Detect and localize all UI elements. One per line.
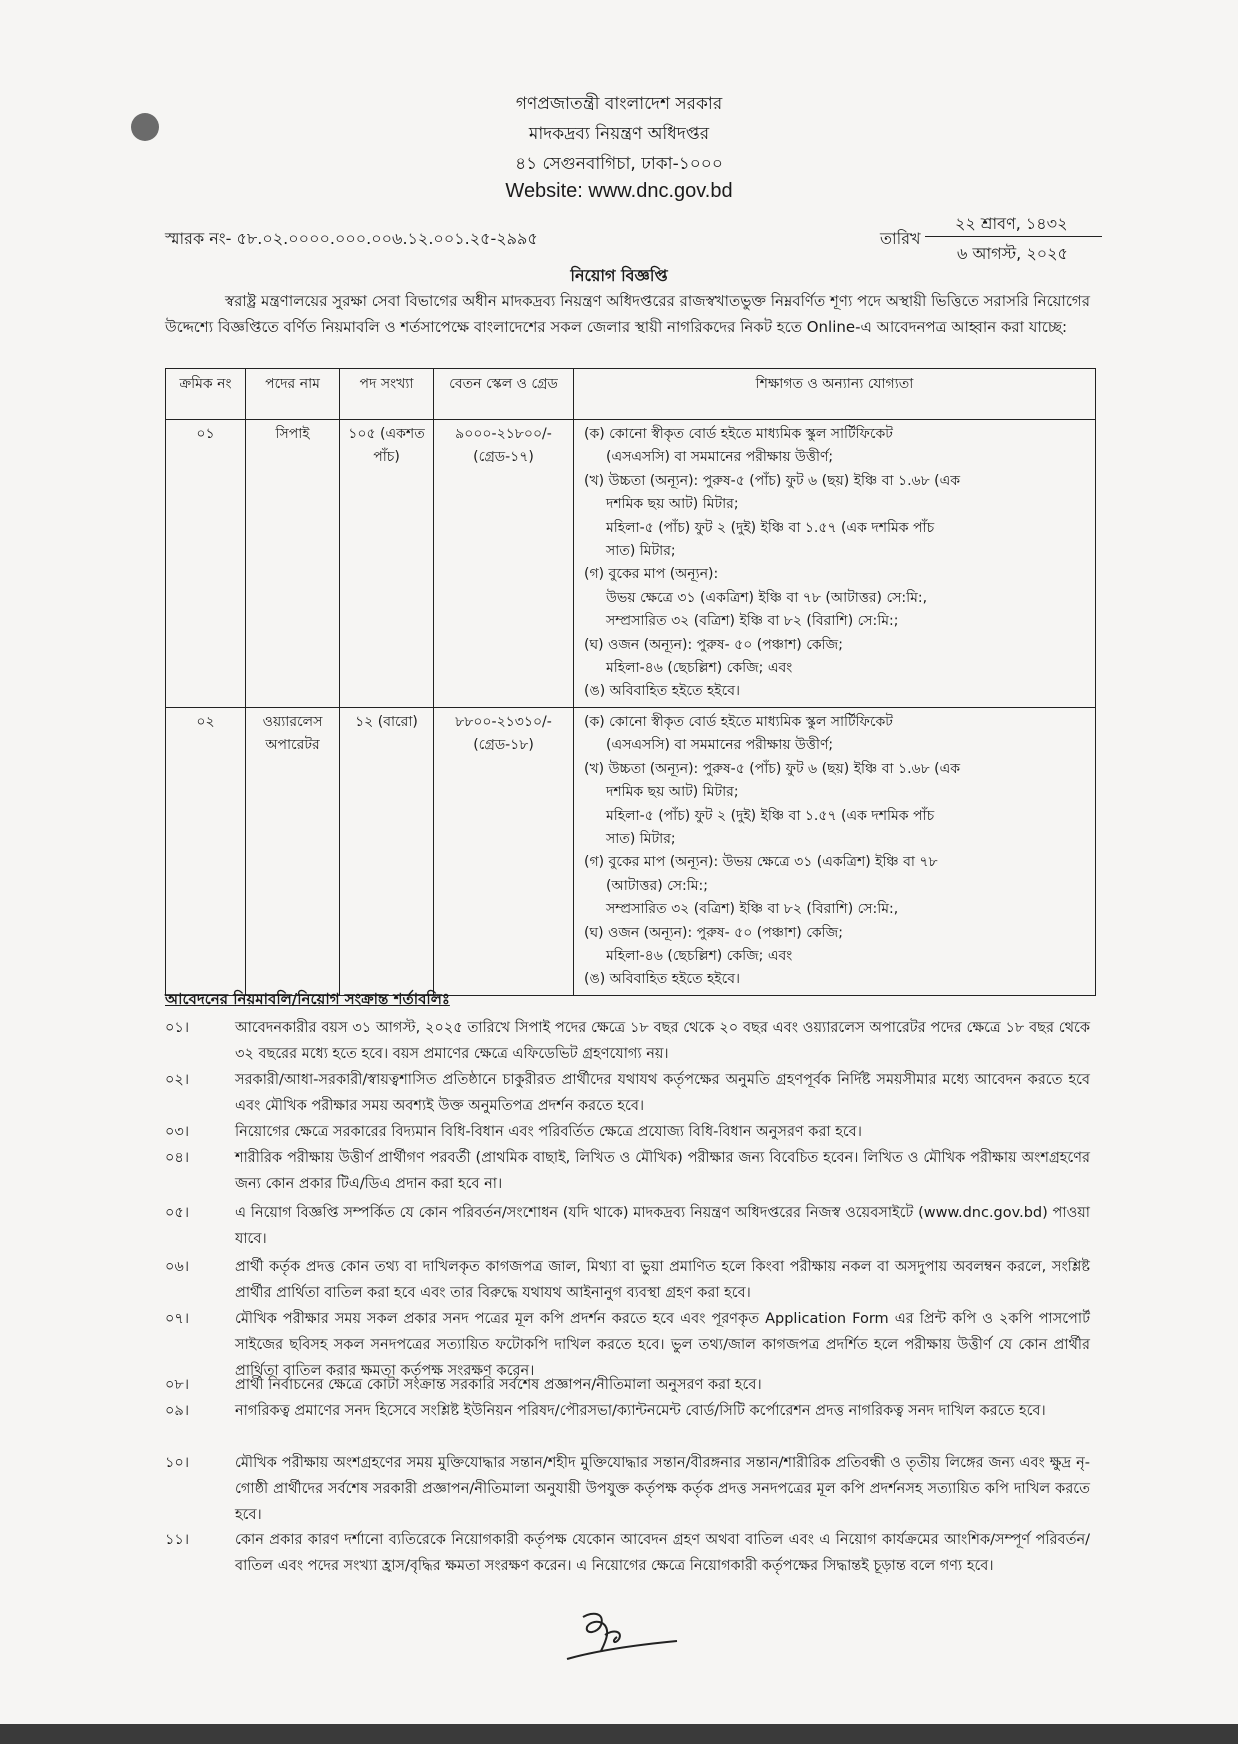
header-address: ৪১ সেগুনবাগিচা, ঢাকা-১০০০ xyxy=(515,154,723,174)
table-row xyxy=(166,707,1096,995)
qualification-line: মহিলা-৪৬ (ছেচল্লিশ) কেজি; এবং xyxy=(606,947,793,964)
qualification-line: (আটাত্তর) সে:মি:; xyxy=(606,877,708,894)
rule-text: প্রার্থী নির্বাচনের ক্ষেত্রে কোটা সংক্রান্ত সরকারি সর্বশেষ প্রজ্ঞাপন/নীতিমালা অনুসরণ করা হবে। xyxy=(235,1377,762,1393)
qualification-line: (খ) উচ্চতা (অন্যূন): পুরুষ-৫ (পাঁচ) ফুট ৬ (ছয়) ইঞ্চি বা ১.৬৮ (এক xyxy=(584,760,961,777)
rule-item xyxy=(165,1450,1090,1528)
rule-text: মৌখিক পরীক্ষার সময় সকল প্রকার সনদ পত্রের মূল কপি প্রদর্শন করতে হবে এবং পূরণকৃত Application Form এর প্রিন্ট কপি ও ২কপি পাসপোর্ট সাইজের ছবিসহ সকল সনদপত্রের সত্যায়িত ফটোকপি দাখিল করতে হবে। ভুল তথ্য/জাল কাগজপত্র প্রদর্শিত হলে পরীক্ষায় উত্তীর্ণ যে কোন প্রার্থীর প্রার্থিতা বাতিল করার ক্ষমতা কর্তৃপক্ষ সংরক্ষণ করেন। xyxy=(235,1311,1090,1379)
qualification-line: (গ) বুকের মাপ (অন্যূন): xyxy=(584,566,719,583)
cell-post-name: ওয়্যারলেস অপারেটর xyxy=(246,707,340,995)
date-bangla: ২২ শ্রাবণ, ১৪৩২ xyxy=(955,214,1068,233)
cell-serial: ০২ xyxy=(166,707,246,995)
rule-item xyxy=(165,1372,1090,1398)
header-post-name: পদের নাম xyxy=(246,369,340,420)
rule-item xyxy=(165,1200,1090,1252)
rule-text: আবেদনকারীর বয়স ৩১ আগস্ট, ২০২৫ তারিখে সিপাই পদের ক্ষেত্রে ১৮ বছর থেকে ২০ বছর এবং ওয়্যারলেস অপারেটর পদের ক্ষেত্রে ১৮ বছর থেকে ৩২ বছরের মধ্যে হতে হবে। বয়স প্রমাণের ক্ষেত্রে এফিডেভিট গ্রহণযোগ্য নয়। xyxy=(235,1020,1090,1062)
rule-number: ০১। xyxy=(165,1020,190,1036)
rule-number: ০৪। xyxy=(165,1150,190,1166)
qualification-line: মহিলা-৫ (পাঁচ) ফুট ২ (দুই) ইঞ্চি বা ১.৫৭ (এক দশমিক পাঁচ xyxy=(606,519,935,536)
cell-serial: ০১ xyxy=(166,420,246,708)
qualification-line: (ক) কোনো স্বীকৃত বোর্ড হইতে মাধ্যমিক স্কুল সার্টিফিকেট xyxy=(584,426,893,442)
qualification-line: দশমিক ছয় আট) মিটার; xyxy=(606,784,739,801)
table-header-row xyxy=(166,369,1096,420)
qualification-line: (এসএসসি) বা সমমানের পরীক্ষায় উত্তীর্ণ; xyxy=(606,449,834,466)
qualification-line: (ঙ) অবিবাহিত হইতে হইবে। xyxy=(584,971,741,988)
qualification-line: সাত) মিটার; xyxy=(606,830,676,847)
rule-number: ১১। xyxy=(165,1532,190,1548)
rule-text: নিয়োগের ক্ষেত্রে সরকারের বিদ্যমান বিধি-বিধান এবং পরিবর্তিত ক্ষেত্রে প্রযোজ্য বিধি-বিধান অনুসরণ করা হবে। xyxy=(235,1124,862,1140)
cell-qualifications xyxy=(574,707,1096,995)
header-pay-scale: বেতন স্কেল ও গ্রেড xyxy=(434,369,574,420)
qualification-line: সম্প্রসারিত ৩২ (বত্রিশ) ইঞ্চি বা ৮২ (বিরাশি) সে:মি:; xyxy=(606,613,899,630)
rule-item xyxy=(165,1527,1090,1579)
rule-number: ০৮। xyxy=(165,1377,190,1393)
rule-item xyxy=(165,1015,1090,1067)
qualification-line: উভয় ক্ষেত্রে ৩১ (একত্রিশ) ইঞ্চি বা ৭৮ (আটাত্তর) সে:মি:, xyxy=(606,589,928,606)
header-qualifications: শিক্ষাগত ও অন্যান্য যোগ্যতা xyxy=(574,369,1096,420)
header-department: মাদকদ্রব্য নিয়ন্ত্রণ অধিদপ্তর xyxy=(528,124,710,144)
posts-table xyxy=(165,368,1096,996)
qualification-line: (ঘ) ওজন (অন্যূন): পুরুষ- ৫০ (পঞ্চাশ) কেজি; xyxy=(584,924,843,941)
qualification-line: সম্প্রসারিত ৩২ (বত্রিশ) ইঞ্চি বা ৮২ (বিরাশি) সে:মি:, xyxy=(606,901,899,918)
header-serial: ক্রমিক নং xyxy=(166,369,246,420)
date-english: ৬ আগস্ট, ২০২৫ xyxy=(957,244,1068,263)
rule-number: ০৩। xyxy=(165,1124,190,1140)
rule-item xyxy=(165,1398,1090,1424)
rule-text: শারীরিক পরীক্ষায় উত্তীর্ণ প্রার্থীগণ পরবর্তী (প্রাথমিক বাছাই, লিখিত ও মৌখিক) পরীক্ষার জন্য বিবেচিত হবেন। লিখিত ও মৌখিক পরীক্ষায় অংশগ্রহণের জন্য কোন প্রকার টিএ/ডিএ প্রদান করা হবে না। xyxy=(235,1150,1090,1192)
qualification-line: দশমিক ছয় আট) মিটার; xyxy=(606,496,739,513)
table-row xyxy=(166,420,1096,708)
header-post-count: পদ সংখ্যা xyxy=(340,369,434,420)
qualification-line: (ঘ) ওজন (অন্যূন): পুরুষ- ৫০ (পঞ্চাশ) কেজি; xyxy=(584,636,843,653)
rule-number: ০৯। xyxy=(165,1403,190,1419)
rule-number: ০৭। xyxy=(165,1311,190,1327)
rule-item xyxy=(165,1145,1090,1197)
signature xyxy=(565,1605,685,1665)
notice-title: নিয়োগ বিজ্ঞপ্তি xyxy=(570,266,668,285)
header-website: Website: www.dnc.gov.bd xyxy=(505,180,733,202)
rule-number: ০২। xyxy=(165,1072,190,1088)
date-label: তারিখ xyxy=(880,229,921,248)
rule-number: ০৫। xyxy=(165,1205,190,1221)
rule-text: এ নিয়োগ বিজ্ঞপ্তি সম্পর্কিত যে কোন পরিবর্তন/সংশোধন (যদি থাকে) মাদকদ্রব্য নিয়ন্ত্রণ অধিদপ্তরের নিজস্ব ওয়েবসাইটে (www.dnc.gov.bd) পাওয়া যাবে। xyxy=(235,1205,1090,1247)
cell-post-name: সিপাই xyxy=(246,420,340,708)
qualification-line: (গ) বুকের মাপ (অন্যূন): উভয় ক্ষেত্রে ৩১ (একত্রিশ) ইঞ্চি বা ৭৮ xyxy=(584,854,938,871)
qualification-line: (এসএসসি) বা সমমানের পরীক্ষায় উত্তীর্ণ; xyxy=(606,737,834,754)
cell-pay-scale: ৮৮০০-২১৩১০/- (গ্রেড-১৮) xyxy=(434,707,574,995)
scan-bottom-edge xyxy=(0,1724,1238,1744)
qualification-line: (ক) কোনো স্বীকৃত বোর্ড হইতে মাধ্যমিক স্কুল সার্টিফিকেট xyxy=(584,713,893,730)
rule-text: মৌখিক পরীক্ষায় অংশগ্রহণের সময় মুক্তিযোদ্ধার সন্তান/শহীদ মুক্তিযোদ্ধার সন্তান/বীরঙ্গনার সন্তান/শারীরিক প্রতিবন্ধী ও তৃতীয় লিঙ্গের জন্য এবং ক্ষুদ্র নৃ-গোষ্ঠী প্রার্থীদের সর্বশেষ সরকারী প্রজ্ঞাপন/নীতিমালা অনুযায়ী উপযুক্ত কর্তৃপক্ষ কর্তৃক প্রদত্ত সনদপত্রের মূল কপি প্রদর্শনসহ সত্যায়িত কপি দাখিল করতে হবে। xyxy=(235,1455,1090,1523)
rule-text: কোন প্রকার কারণ দর্শানো ব্যতিরেকে নিয়োগকারী কর্তৃপক্ষ যেকোন আবেদন গ্রহণ অথবা বাতিল এবং এ নিয়োগ কার্যক্রমের আংশিক/সম্পূর্ণ পরিবর্তন/বাতিল এবং পদের সংখ্যা হ্রাস/বৃদ্ধির ক্ষমতা সংরক্ষণ করেন। এ নিয়োগের ক্ষেত্রে নিয়োগকারী কর্তৃপক্ষের সিদ্ধান্তই চূড়ান্ত বলে গণ্য হবে। xyxy=(235,1532,1090,1574)
rule-text: প্রার্থী কর্তৃক প্রদত্ত কোন তথ্য বা দাখিলকৃত কাগজপত্র জাল, মিথ্যা বা ভুয়া প্রমাণিত হলে কিংবা পরীক্ষায় নকল বা অসদুপায় অবলম্বন করলে, সংশ্লিষ্ট প্রার্থীর প্রার্থিতা বাতিল করা হবে এবং তার বিরুদ্ধে যথাযথ আইনানুগ ব্যবস্থা গ্রহণ করা হবে। xyxy=(235,1259,1090,1301)
cell-qualifications xyxy=(574,420,1096,708)
cell-post-count: ১০৫ (একশত পাঁচ) xyxy=(340,420,434,708)
cell-pay-scale: ৯০০০-২১৮০০/- (গ্রেড-১৭) xyxy=(434,420,574,708)
qualification-line: (ঙ) অবিবাহিত হইতে হইবে। xyxy=(584,683,741,700)
qualification-line: (খ) উচ্চতা (অন্যূন): পুরুষ-৫ (পাঁচ) ফুট ৬ (ছয়) ইঞ্চি বা ১.৬৮ (এক xyxy=(584,472,961,489)
rule-number: ১০। xyxy=(165,1455,190,1471)
intro-text: স্বরাষ্ট্র মন্ত্রণালয়ের সুরক্ষা সেবা বিভাগের অধীন মাদকদ্রব্য নিয়ন্ত্রণ অধিদপ্তরের রাজস্বখাতভুক্ত নিম্নবর্ণিত শূণ্য পদে অস্থায়ী ভিত্তিতে সরাসরি নিয়োগের উদ্দেশ্যে বিজ্ঞপ্তিতে বর্ণিত নিয়মাবলি ও শর্তসাপেক্ষে বাংলাদেশের সকল জেলার স্থায়ী নাগরিকদের নিকট হতে Online-এ আবেদনপত্র আহ্বান করা যাচ্ছে: xyxy=(165,292,1090,336)
qualification-line: সাত) মিটার; xyxy=(606,543,676,560)
rule-text: সরকারী/আধা-সরকারী/স্বায়ত্বশাসিত প্রতিষ্ঠানে চাকুরীরত প্রার্থীদের যথাযথ কর্তৃপক্ষের অনুমতি গ্রহণপূর্বক নির্দিষ্ট সময়সীমার মধ্যে আবেদন করতে হবে এবং মৌখিক পরীক্ষার সময় অবশ্যই উক্ত অনুমতিপত্র প্রদর্শন করতে হবে। xyxy=(235,1072,1090,1114)
header-government: গণপ্রজাতন্ত্রী বাংলাদেশ সরকার xyxy=(515,94,723,114)
memo-number: স্মারক নং- ৫৮.০২.০০০০.০০০.০০৬.১২.০০১.২৫-২৯৯৫ xyxy=(165,229,538,248)
qualification-line: মহিলা-৪৬ (ছেচল্লিশ) কেজি; এবং xyxy=(606,660,793,677)
rules-title: আবেদনের নিয়মাবলি/নিয়োগ সংক্রান্ত শর্তাবলিঃ xyxy=(165,990,450,1008)
cell-post-count: ১২ (বারো) xyxy=(340,707,434,995)
qualification-line: মহিলা-৫ (পাঁচ) ফুট ২ (দুই) ইঞ্চি বা ১.৫৭ (এক দশমিক পাঁচ xyxy=(606,807,935,824)
rule-item xyxy=(165,1067,1090,1119)
rule-item xyxy=(165,1254,1090,1306)
rule-number: ০৬। xyxy=(165,1259,190,1275)
rule-text: নাগরিকত্ব প্রমাণের সনদ হিসেবে সংশ্লিষ্ট ইউনিয়ন পরিষদ/পৌরসভা/ক্যান্টনমেন্ট বোর্ড/সিটি কর্পোরেশন প্রদত্ত নাগরিকত্ব সনদ দাখিল করতে হবে। xyxy=(235,1403,1046,1419)
rule-item xyxy=(165,1119,1090,1145)
intro-paragraph xyxy=(165,288,1090,340)
date-divider xyxy=(925,236,1102,237)
